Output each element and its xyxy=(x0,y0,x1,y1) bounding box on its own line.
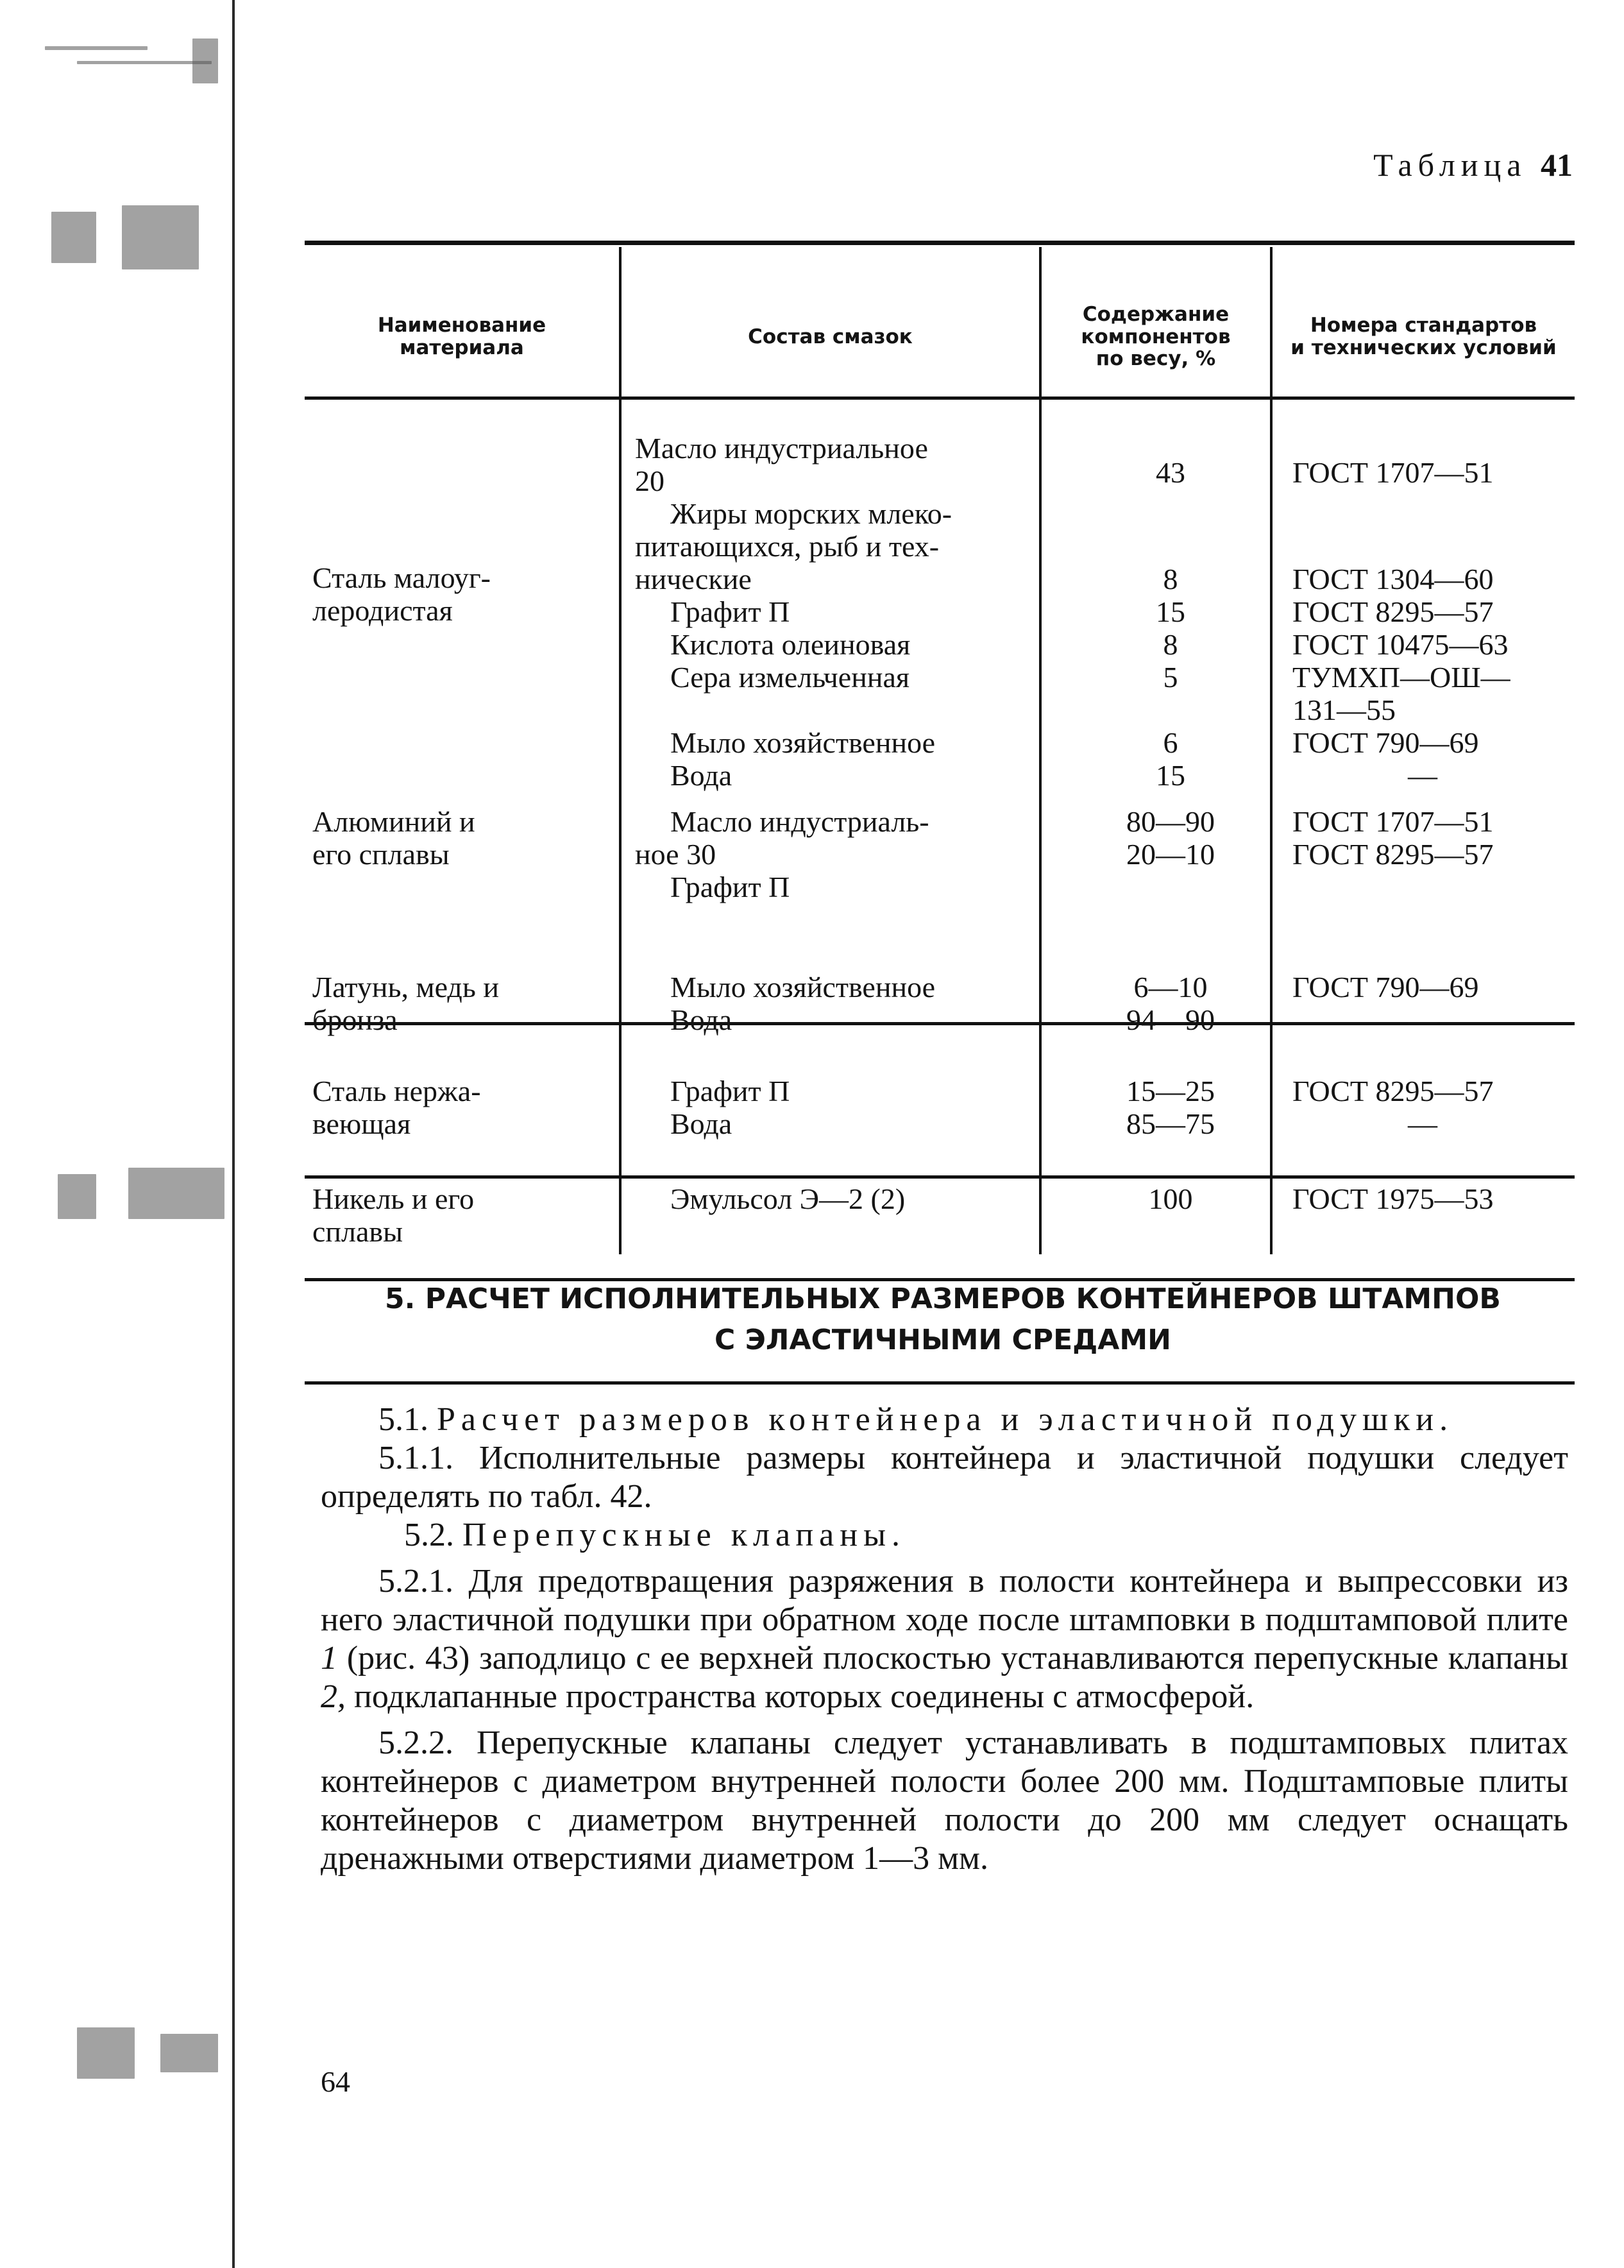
clause-5-2-1: 5.2.1. Для предотвращения разряжения в полости контейнера и выпрессовки из него эластичной подушки при обратном ходе после штамповки в подштамповой плите 1 (рис. 43) заподлицо с ее верхней плоскостью устанавливаются перепускные клапаны 2, подклапанные пространства которых соединены с атмосферой. xyxy=(321,1563,1569,1715)
row1-percent: 8 xyxy=(1163,628,1178,661)
header-composition: Состав смазок xyxy=(748,325,913,348)
row2-material: Алюминий и его сплавы xyxy=(312,805,475,871)
lubricants-table xyxy=(305,241,1575,1254)
row5-percent: 100 xyxy=(1148,1182,1193,1215)
row4-standard: ГОСТ 8295—57 xyxy=(1292,1075,1494,1107)
figure-ref: 2, xyxy=(321,1678,346,1715)
binding-line xyxy=(232,0,235,2268)
row1-standard: ГОСТ 1304—60 xyxy=(1292,563,1494,595)
row1-standard: ГОСТ 10475—63 xyxy=(1292,628,1509,661)
row1-percent: 15 xyxy=(1156,759,1185,792)
clause-5-2-2: 5.2.2. Перепускные клапаны следует устанавливать в подштамповых плитах контейнеров с диаметром внутренней полости более 200 мм. Подштамповые плиты контейнеров с диаметром внутренней полости до 200 мм следует оснащать дренажными отверстиями диаметром 1—3 мм. xyxy=(321,1725,1568,1877)
clause-number: 5.1. xyxy=(378,1401,428,1438)
header-material: Наименование материала xyxy=(377,314,546,359)
scan-margin xyxy=(0,0,244,2268)
row-rule xyxy=(305,1381,1575,1385)
clause-5-1-1: 5.1.1. Исполнительные размеры контейнера и эластичной подушки следует определять по табл. 42. xyxy=(321,1440,1568,1515)
row1-percent: 5 xyxy=(1163,661,1178,694)
row4-component: Графит П xyxy=(670,1075,790,1107)
row2-component: Масло индустриаль- xyxy=(670,805,929,838)
row1-component: нические xyxy=(635,563,752,595)
row3-standard: ГОСТ 790—69 xyxy=(1292,971,1479,1003)
row2-percent: 20—10 xyxy=(1126,838,1215,871)
body-text xyxy=(321,1401,1568,1878)
table-top-rule xyxy=(305,241,1575,245)
row1-component: Вода xyxy=(670,759,732,792)
row1-component: Кислота олеиновая xyxy=(670,628,911,661)
row5-component: Эмульсол Э—2 (2) xyxy=(670,1182,906,1215)
row1-standard: 131—55 xyxy=(1292,694,1396,726)
row1-component: Графит П xyxy=(670,595,790,628)
row1-material: Сталь малоуг- леродистая xyxy=(312,561,491,627)
clause-heading: Расчет размеров контейнера и эластичной подушки. xyxy=(437,1401,1454,1438)
row4-component: Вода xyxy=(670,1107,732,1140)
table-number: 41 xyxy=(1541,147,1573,183)
row2-standard: ГОСТ 8295—57 xyxy=(1292,838,1494,871)
row1-standard: — xyxy=(1408,759,1437,792)
row1-standard: ГОСТ 1707—51 xyxy=(1292,456,1494,489)
row1-component: Мыло хозяйственное xyxy=(670,726,936,759)
row4-standard: — xyxy=(1408,1107,1437,1140)
row3-material: Латунь, медь и бронза xyxy=(312,971,499,1036)
row1-component: Жиры морских млеко- xyxy=(670,497,952,530)
row4-percent: 85—75 xyxy=(1126,1107,1215,1140)
row1-percent: 43 xyxy=(1156,456,1185,489)
figure-ref: 1 xyxy=(321,1640,337,1676)
row1-percent: 6 xyxy=(1163,726,1178,759)
row1-percent: 8 xyxy=(1163,563,1178,595)
row1-percent: 15 xyxy=(1156,595,1185,628)
header-standards: Номера стандартов и технических условий xyxy=(1290,314,1557,359)
row5-standard: ГОСТ 1975—53 xyxy=(1292,1182,1494,1215)
row3-percent: 6—10 xyxy=(1133,971,1208,1003)
row1-component: Сера измельченная xyxy=(670,661,910,694)
table-caption-label: Таблица xyxy=(1373,147,1527,183)
row3-standard: — xyxy=(1408,1003,1437,1036)
row1-standard: ГОСТ 8295—57 xyxy=(1292,595,1494,628)
row1-component: 20 xyxy=(635,465,664,497)
row4-percent: 15—25 xyxy=(1126,1075,1215,1107)
row1-component: Масло индустриальное xyxy=(635,432,928,465)
row1-component: питающихся, рыб и тех- xyxy=(635,530,940,563)
row3-component: Мыло хозяйственное xyxy=(670,971,936,1003)
clause-number: 5.2. xyxy=(404,1517,454,1553)
clause-heading: Перепускные клапаны. xyxy=(462,1517,906,1553)
clause-5-1 xyxy=(321,1401,1568,1439)
section-heading: 5. РАСЧЕТ ИСПОЛНИТЕЛЬНЫХ РАЗМЕРОВ КОНТЕЙНЕРОВ ШТАМПОВ С ЭЛАСТИЧНЫМИ СРЕДАМИ xyxy=(385,1283,1501,1356)
header-content-percent: Содержание компонентов по весу, % xyxy=(1081,302,1231,371)
row3-component: Вода xyxy=(670,1003,732,1036)
page-number: 64 xyxy=(321,2065,350,2098)
row3-percent: 94—90 xyxy=(1126,1003,1215,1036)
clause-5-2 xyxy=(321,1516,1568,1555)
row2-standard: ГОСТ 1707—51 xyxy=(1292,805,1494,838)
row4-material: Сталь нержа- веющая xyxy=(312,1075,481,1140)
column-rule xyxy=(1039,247,1042,1254)
row2-component: Графит П xyxy=(670,871,790,903)
column-rule xyxy=(619,247,622,1254)
row1-standard: ГОСТ 790—69 xyxy=(1292,726,1479,759)
row1-standard: ТУМХП—ОШ— xyxy=(1292,661,1510,694)
row2-component: ное 30 xyxy=(635,838,716,871)
row5-material: Никель и его сплавы xyxy=(312,1182,475,1248)
table-caption xyxy=(1373,146,1573,183)
row-rule xyxy=(305,1175,1575,1179)
row2-percent: 80—90 xyxy=(1126,805,1215,838)
